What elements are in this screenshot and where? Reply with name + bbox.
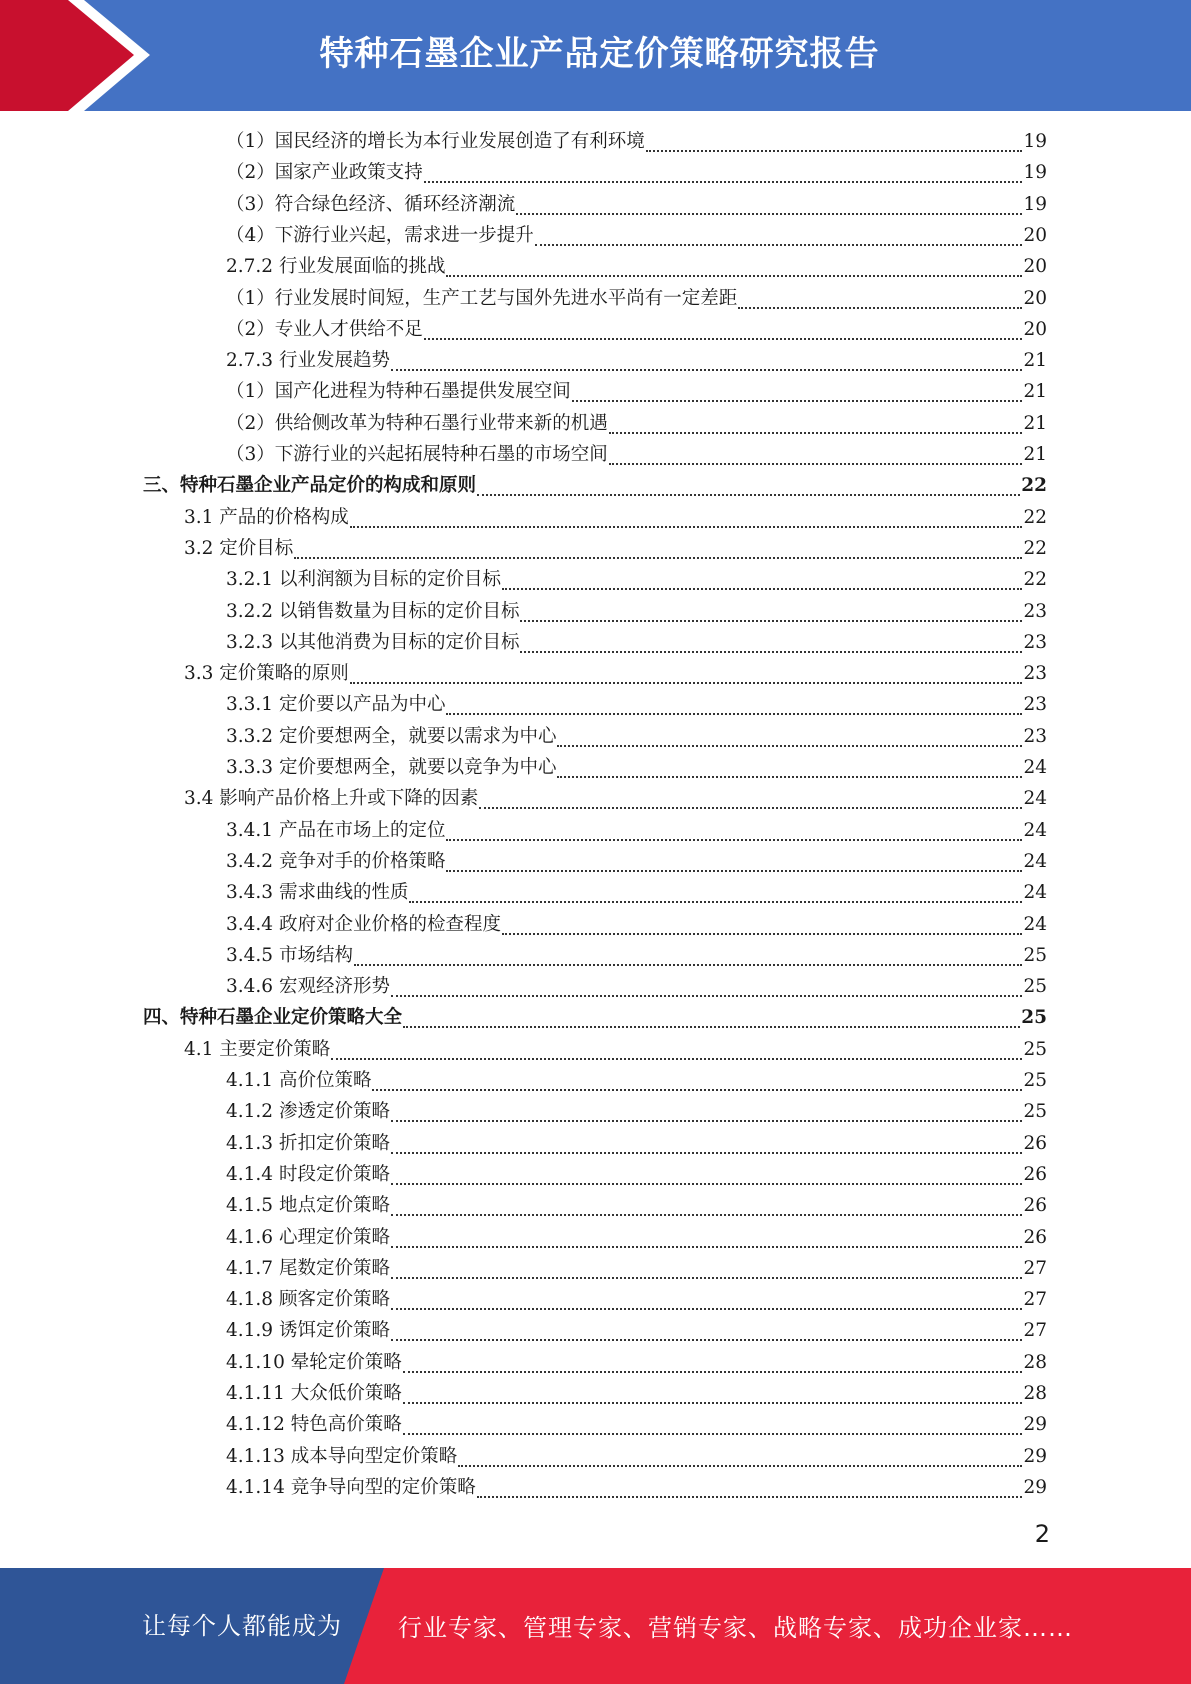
toc-entry-title: 3.3 定价策略的原则 [184,663,349,685]
toc-entry[interactable] [226,315,1047,346]
toc-entry[interactable] [184,1035,1047,1066]
report-title: 特种石墨企业产品定价策略研究报告 [319,34,880,74]
toc-entry[interactable] [143,1003,1047,1034]
toc-entry-title: （1）行业发展时间短，生产工艺与国外先进水平尚有一定差距 [226,287,738,309]
toc-leader-dots [502,933,1022,935]
footer-slogan-left: 让每个人都能成为 [142,1612,342,1640]
toc-entry-title: 3.3.2 定价要想两全，就要以需求为中心 [226,725,557,747]
toc-entry-title: 4.1.13 成本导向型定价策略 [226,1445,458,1467]
toc-leader-dots [609,463,1023,465]
toc-entry[interactable] [226,816,1047,847]
toc-entry-title: 3.4.6 宏观经济形势 [226,976,390,998]
toc-entry-page: 22 [1023,506,1047,528]
toc-entry-title: 4.1.3 折扣定价策略 [226,1132,390,1154]
toc-entry-page: 25 [1023,1101,1047,1123]
toc-entry[interactable] [226,753,1047,784]
toc-entry-page: 29 [1023,1414,1047,1436]
toc-entry-page: 27 [1023,1289,1047,1311]
toc-entry[interactable] [226,190,1047,221]
toc-entry-page: 24 [1023,850,1047,872]
toc-entry-page: 19 [1023,162,1047,184]
toc-entry[interactable] [226,1379,1047,1410]
toc-entry-page: 24 [1023,882,1047,904]
toc-leader-dots [403,1402,1023,1404]
toc-entry[interactable] [226,722,1047,753]
toc-leader-dots [535,244,1023,246]
toc-entry-page: 20 [1023,287,1047,309]
toc-entry-title: 4.1.14 竞争导向型的定价策略 [226,1476,476,1498]
toc-entry-title: 3.4.2 竞争对手的价格策略 [226,850,446,872]
toc-entry[interactable] [226,972,1047,1003]
toc-leader-dots [479,807,1022,809]
toc-leader-dots [391,1152,1022,1154]
toc-leader-dots [391,369,1022,371]
toc-leader-dots [403,1371,1023,1373]
toc-entry[interactable] [143,471,1047,502]
toc-entry-title: （1）国民经济的增长为本行业发展创造了有利环境 [226,131,645,152]
toc-leader-dots [572,400,1023,402]
toc-entry-page: 20 [1023,256,1047,278]
toc-entry[interactable] [226,127,1047,158]
toc-entry[interactable] [226,440,1047,471]
toc-entry[interactable] [226,346,1047,377]
toc-entry-title: 四、特种石墨企业定价策略大全 [143,1007,403,1029]
toc-leader-dots [403,1433,1023,1435]
toc-entry[interactable] [226,597,1047,628]
toc-entry-page: 21 [1023,412,1047,434]
toc-entry-title: 4.1.6 心理定价策略 [226,1226,390,1248]
toc-entry[interactable] [184,659,1047,690]
toc-entry-title: 4.1.8 顾客定价策略 [226,1289,390,1311]
toc-leader-dots [354,964,1023,966]
toc-entry[interactable] [226,1473,1047,1504]
toc-entry-title: （1）国产化进程为特种石墨提供发展空间 [226,381,571,403]
toc-entry[interactable] [226,1316,1047,1347]
toc-entry-page: 21 [1023,444,1047,465]
toc-entry-title: 2.7.3 行业发展趋势 [226,350,390,372]
toc-entry-title: 4.1.7 尾数定价策略 [226,1257,390,1279]
toc-entry-page: 24 [1023,788,1047,810]
toc-leader-dots [391,1183,1022,1185]
toc-leader-dots [477,1496,1023,1498]
toc-entry-page: 27 [1023,1320,1047,1342]
toc-entry-page: 23 [1023,631,1047,653]
toc-leader-dots [446,870,1022,872]
toc-entry-title: （2）国家产业政策支持 [226,162,423,184]
toc-entry-title: 3.2 定价目标 [184,537,294,559]
toc-entry-title: 3.2.2 以销售数量为目标的定价目标 [226,600,520,622]
toc-leader-dots [516,213,1022,215]
toc-entry-title: 3.4 影响产品价格上升或下降的因素 [184,788,479,810]
toc-entry-page: 22 [1023,537,1047,559]
toc-entry-title: 4.1.5 地点定价策略 [226,1195,390,1217]
toc-entry-title: 4.1.4 时段定价策略 [226,1163,390,1185]
toc-entry-title: 3.2.3 以其他消费为目标的定价目标 [226,631,520,653]
toc-entry-page: 23 [1023,600,1047,622]
toc-entry-page: 22 [1021,475,1047,497]
toc-leader-dots [646,150,1023,152]
toc-entry-page: 25 [1023,1038,1047,1060]
toc-entry-title: 4.1.1 高价位策略 [226,1070,372,1091]
toc-entry-page: 26 [1023,1195,1047,1217]
toc-leader-dots [372,1089,1022,1091]
toc-entry[interactable] [226,910,1047,941]
toc-leader-dots [446,713,1022,715]
page-number: 2 [1034,1520,1050,1548]
toc-entry-page: 22 [1023,569,1047,591]
toc-leader-dots [391,1339,1022,1341]
toc-entry-title: （4）下游行业兴起，需求进一步提升 [226,224,534,246]
toc-entry[interactable] [226,252,1047,283]
header-banner [0,0,1191,111]
toc-entry-page: 29 [1023,1445,1047,1467]
toc-entry-page: 25 [1021,1007,1047,1029]
toc-leader-dots [520,620,1022,622]
toc-entry-page: 27 [1023,1257,1047,1279]
toc-leader-dots [557,776,1022,778]
toc-leader-dots [738,307,1022,309]
toc-entry-page: 24 [1023,913,1047,935]
toc-entry[interactable] [226,1129,1047,1160]
toc-entry-page: 23 [1023,663,1047,685]
toc-entry-title: 3.4.5 市场结构 [226,944,353,966]
toc-entry-page: 23 [1023,725,1047,747]
toc-entry-page: 21 [1023,350,1047,372]
toc-leader-dots [391,1277,1022,1279]
toc-entry[interactable] [226,1348,1047,1379]
toc-entry-title: 3.2.1 以利润额为目标的定价目标 [226,569,501,591]
toc-entry-title: 3.3.1 定价要以产品为中心 [226,694,446,716]
toc-leader-dots [391,1246,1022,1248]
toc-entry-page: 28 [1023,1383,1047,1404]
toc-leader-dots [520,651,1022,653]
toc-leader-dots [446,275,1022,277]
toc-entry[interactable] [226,941,1047,972]
toc-leader-dots [403,1026,1020,1028]
toc-entry-title: 3.4.3 需求曲线的性质 [226,882,409,904]
toc-entry-page: 24 [1023,757,1047,778]
toc-entry[interactable] [226,1097,1047,1128]
toc-entry-title: （3）符合绿色经济、循环经济潮流 [226,193,516,215]
toc-leader-dots [477,494,1020,496]
toc-entry-title: （2）专业人才供给不足 [226,318,423,340]
toc-entry[interactable] [226,1066,1047,1097]
toc-leader-dots [458,1465,1022,1467]
toc-leader-dots [424,338,1023,340]
toc-leader-dots [609,432,1023,434]
toc-entry-page: 20 [1023,318,1047,340]
toc-entry[interactable] [226,284,1047,315]
toc-entry-title: 3.4.1 产品在市场上的定位 [226,819,446,841]
footer-banner [0,1568,1191,1684]
toc-leader-dots [350,526,1023,528]
toc-entry-title: 2.7.2 行业发展面临的挑战 [226,256,446,278]
toc-entry[interactable] [226,847,1047,878]
toc-entry-page: 26 [1023,1132,1047,1154]
toc-entry[interactable] [184,534,1047,565]
toc-entry-page: 26 [1023,1163,1047,1185]
toc-leader-dots [391,995,1022,997]
toc-entry-page: 21 [1023,381,1047,403]
toc-entry-page: 23 [1023,694,1047,716]
toc-leader-dots [502,588,1022,590]
toc-entry-page: 28 [1023,1351,1047,1373]
toc-leader-dots [294,557,1022,559]
toc-leader-dots [391,1120,1022,1122]
toc-entry-page: 24 [1023,819,1047,841]
toc-entry-title: 4.1.2 渗透定价策略 [226,1101,390,1123]
toc-entry-title: （2）供给侧改革为特种石墨行业带来新的机遇 [226,412,608,434]
toc-entry-page: 26 [1023,1226,1047,1248]
toc-leader-dots [557,745,1022,747]
footer-slogan-right: 行业专家、管理专家、营销专家、战略专家、成功企业家…… [398,1614,1073,1642]
toc-entry-page: 29 [1023,1476,1047,1498]
toc-entry[interactable] [226,1160,1047,1191]
toc-entry-title: 3.4.4 政府对企业价格的检查程度 [226,913,501,935]
toc-leader-dots [409,901,1022,903]
toc-entry[interactable] [226,1191,1047,1222]
toc-entry-title: 4.1.9 诱饵定价策略 [226,1320,390,1342]
toc-leader-dots [446,839,1022,841]
toc-leader-dots [391,1214,1022,1216]
toc-entry[interactable] [226,377,1047,408]
toc-entry-title: 3.1 产品的价格构成 [184,506,349,528]
toc-entry-page: 25 [1023,1070,1047,1091]
toc-entry[interactable] [226,690,1047,721]
toc-entry-page: 19 [1023,193,1047,215]
toc-entry-page: 20 [1023,224,1047,246]
toc-entry-title: 4.1.10 晕轮定价策略 [226,1351,402,1373]
toc-entry[interactable] [226,1254,1047,1285]
toc-entry[interactable] [226,221,1047,252]
toc-entry-page: 25 [1023,976,1047,998]
toc-entry-title: 4.1.12 特色高价策略 [226,1414,402,1436]
toc-entry[interactable] [226,1442,1047,1473]
toc-leader-dots [331,1058,1022,1060]
toc-entry[interactable] [184,503,1047,534]
toc-leader-dots [350,682,1023,684]
toc-entry[interactable] [226,1223,1047,1254]
toc-entry[interactable] [226,1285,1047,1316]
toc-leader-dots [424,181,1023,183]
toc-entry-title: 3.3.3 定价要想两全，就要以竞争为中心 [226,757,557,778]
toc-entry-title: 4.1 主要定价策略 [184,1038,331,1060]
toc-entry[interactable] [226,878,1047,909]
toc-entry-title: （3）下游行业的兴起拓展特种石墨的市场空间 [226,444,608,465]
toc-entry-title: 三、特种石墨企业产品定价的构成和原则 [143,475,477,497]
toc-entry[interactable] [226,1410,1047,1441]
toc-entry-page: 25 [1023,944,1047,966]
toc-entry[interactable] [226,158,1047,189]
toc-entry[interactable] [226,409,1047,440]
toc-entry-title: 4.1.11 大众低价策略 [226,1383,402,1404]
toc-entry[interactable] [226,628,1047,659]
toc-entry-page: 19 [1023,131,1047,152]
toc-leader-dots [391,1308,1022,1310]
toc-entry[interactable] [226,565,1047,596]
toc-entry[interactable] [184,784,1047,815]
